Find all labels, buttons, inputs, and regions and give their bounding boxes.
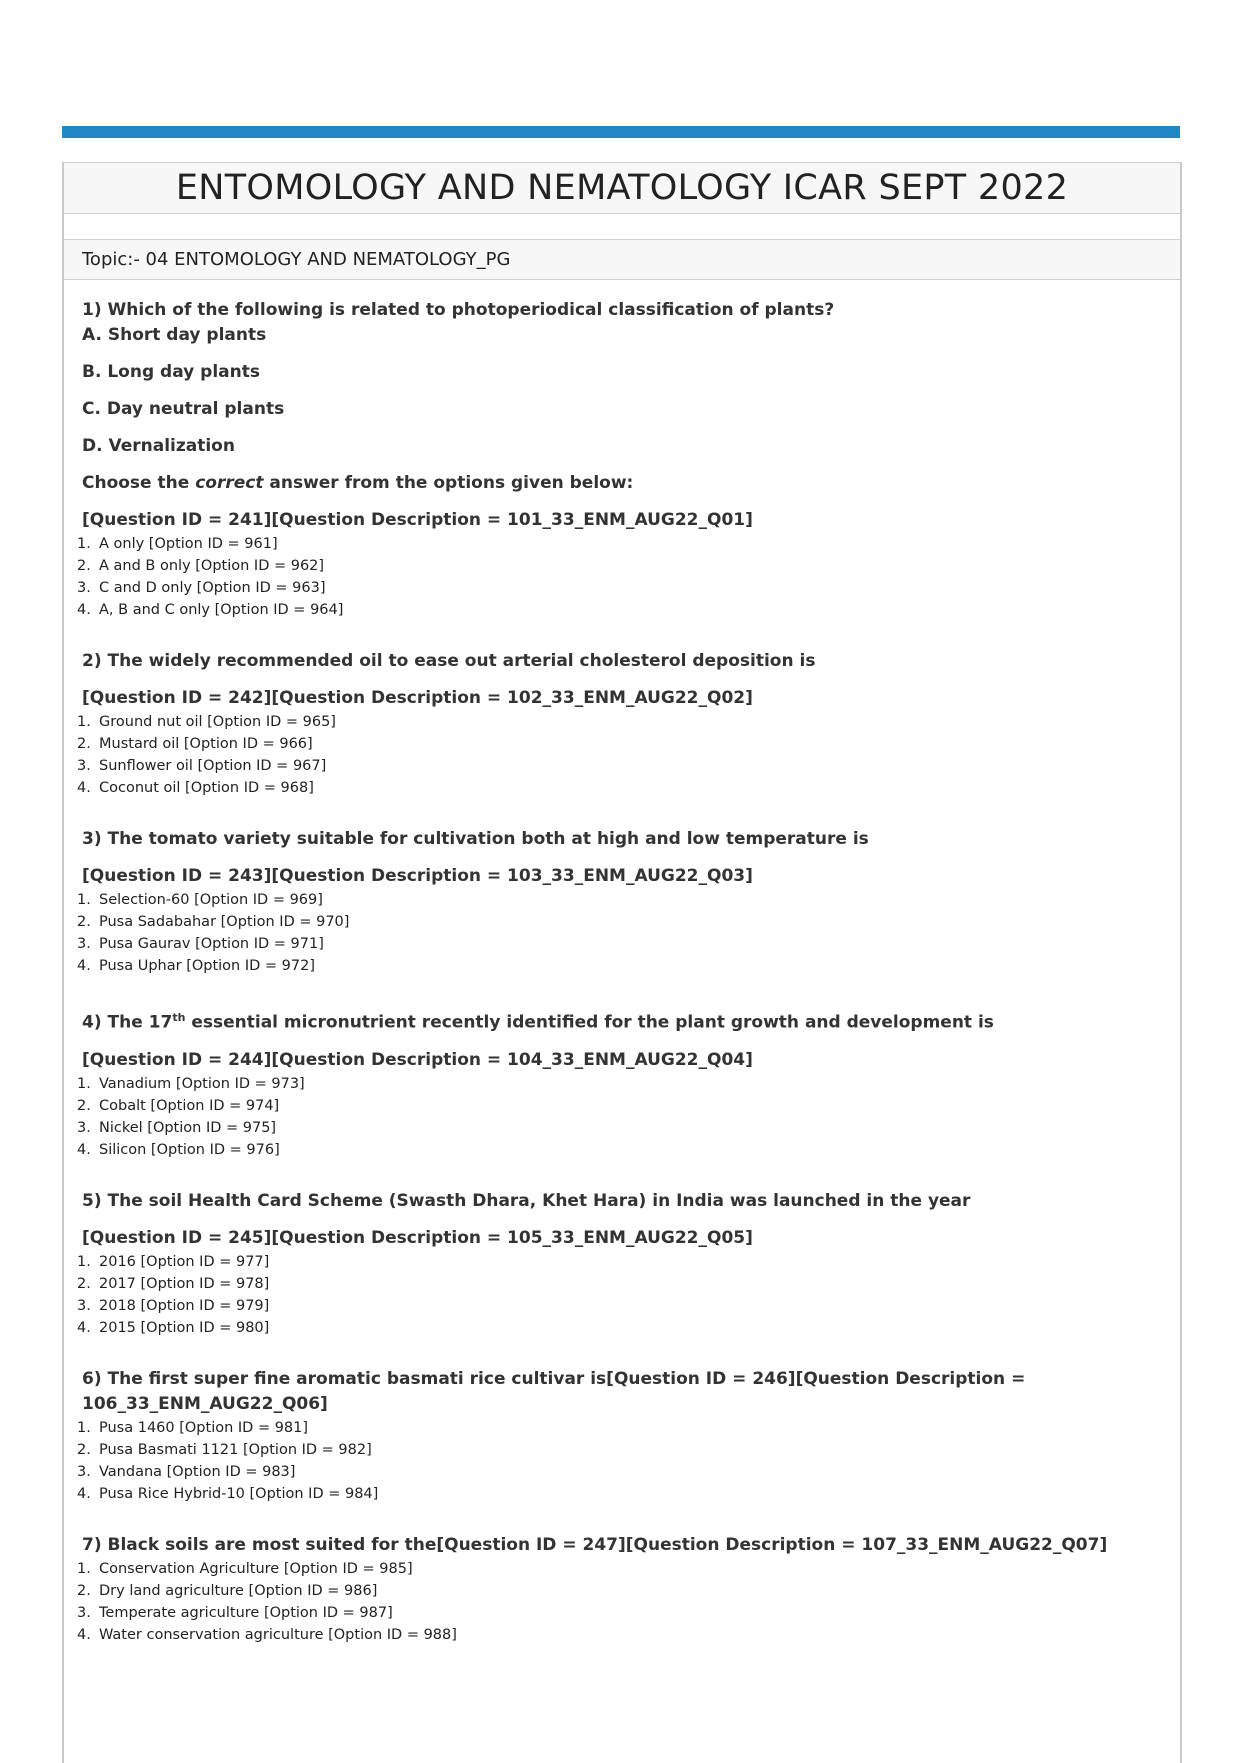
- question-title: 5) The soil Health Card Scheme (Swasth Dhara, Khet Hara) in India was launched in the year: [82, 1190, 971, 1211]
- document-page: [62, 162, 1182, 1763]
- option-list: [64, 533, 1180, 621]
- option-item: 3. C and D only [Option ID = 963]: [77, 580, 326, 596]
- question-4: [64, 1005, 1180, 1161]
- question-title: 2) The widely recommended oil to ease out arterial cholesterol deposition is: [82, 651, 816, 671]
- question-3: [64, 827, 1180, 977]
- option-item: 4. A, B and C only [Option ID = 964]: [77, 602, 344, 618]
- question-2: [64, 649, 1180, 799]
- option-item: 1. Ground nut oil [Option ID = 965]: [77, 714, 336, 730]
- option-item: 1. Selection-60 [Option ID = 969]: [77, 892, 323, 908]
- option-item: 3. Pusa Gaurav [Option ID = 971]: [77, 936, 324, 952]
- question-title: 1) Which of the following is related to photoperiodical classification of plants?: [82, 300, 835, 320]
- option-item: 4. Pusa Rice Hybrid-10 [Option ID = 984]: [77, 1485, 379, 1502]
- option-item: 2. Pusa Sadabahar [Option ID = 970]: [77, 914, 350, 930]
- question-id: [Question ID = 243][Question Description = 103_33_ENM_AUG22_Q03]: [82, 866, 753, 886]
- question-6: [64, 1367, 1180, 1505]
- option-list: [64, 1417, 1180, 1505]
- option-list: [64, 1558, 1180, 1646]
- option-item: 2. Dry land agriculture [Option ID = 986]: [77, 1582, 378, 1599]
- questions-list: [64, 298, 1180, 1646]
- title-spacer: [64, 214, 1180, 240]
- option-item: 1. 2016 [Option ID = 977]: [77, 1253, 270, 1270]
- option-item: 4. Water conservation agriculture [Option ID = 988]: [77, 1626, 457, 1643]
- question-id: [Question ID = 244][Question Description = 104_33_ENM_AUG22_Q04]: [82, 1049, 753, 1070]
- option-item: 3. Sunflower oil [Option ID = 967]: [77, 758, 327, 774]
- option-item: 2. 2017 [Option ID = 978]: [77, 1275, 270, 1292]
- question-7: [64, 1533, 1180, 1646]
- choose-instruction: Choose the correct answer from the options given below:: [82, 473, 634, 493]
- option-list: [64, 889, 1180, 977]
- option-item: 1. Pusa 1460 [Option ID = 981]: [77, 1419, 309, 1436]
- option-item: 1. A only [Option ID = 961]: [77, 536, 278, 552]
- question-5: [64, 1189, 1180, 1339]
- option-item: 3. Vandana [Option ID = 983]: [77, 1463, 296, 1480]
- option-item: 2. Mustard oil [Option ID = 966]: [77, 736, 313, 752]
- question-title: 6) The first super fine aromatic basmati rice cultivar is[Question ID = 246][Question Description = 106_33_ENM_AUG22_Q06]: [82, 1368, 1026, 1414]
- statement-d: D. Vernalization: [82, 436, 235, 456]
- statement-a: A. Short day plants: [82, 325, 267, 345]
- option-item: 4. Coconut oil [Option ID = 968]: [77, 780, 314, 796]
- topic-bar: Topic:- 04 ENTOMOLOGY AND NEMATOLOGY_PG: [64, 240, 1180, 280]
- option-list: [64, 711, 1180, 799]
- option-list: [64, 1251, 1180, 1339]
- header-accent-bar: [62, 126, 1180, 138]
- option-item: 1. Conservation Agriculture [Option ID = 985]: [77, 1560, 413, 1577]
- option-item: 2. Pusa Basmati 1121 [Option ID = 982]: [77, 1441, 372, 1458]
- question-id: [Question ID = 245][Question Description = 105_33_ENM_AUG22_Q05]: [82, 1227, 753, 1248]
- question-title: 3) The tomato variety suitable for cultivation both at high and low temperature is: [82, 829, 869, 849]
- option-item: 2. A and B only [Option ID = 962]: [77, 558, 325, 574]
- question-id: [Question ID = 241][Question Description = 101_33_ENM_AUG22_Q01]: [82, 510, 753, 530]
- question-id: [Question ID = 242][Question Description = 102_33_ENM_AUG22_Q02]: [82, 688, 753, 708]
- statement-b: B. Long day plants: [82, 362, 260, 382]
- option-item: 3. 2018 [Option ID = 979]: [77, 1297, 270, 1314]
- option-item: 1. Vanadium [Option ID = 973]: [77, 1075, 305, 1092]
- option-item: 4. Pusa Uphar [Option ID = 972]: [77, 958, 315, 974]
- question-1: [64, 298, 1180, 621]
- statement-c: C. Day neutral plants: [82, 399, 285, 419]
- option-item: 4. 2015 [Option ID = 980]: [77, 1319, 270, 1336]
- option-item: 3. Temperate agriculture [Option ID = 987]: [77, 1604, 393, 1621]
- question-title: 4) The 17th essential micronutrient recently identified for the plant growth and development is: [82, 1011, 994, 1033]
- option-item: 2. Cobalt [Option ID = 974]: [77, 1097, 280, 1114]
- option-list: [64, 1073, 1180, 1161]
- option-item: 3. Nickel [Option ID = 975]: [77, 1119, 277, 1136]
- question-title: 7) Black soils are most suited for the[Question ID = 247][Question Description = 107_33_ENM_AUG22_Q07]: [82, 1534, 1108, 1555]
- option-item: 4. Silicon [Option ID = 976]: [77, 1141, 280, 1158]
- page-title: ENTOMOLOGY AND NEMATOLOGY ICAR SEPT 2022: [64, 163, 1180, 214]
